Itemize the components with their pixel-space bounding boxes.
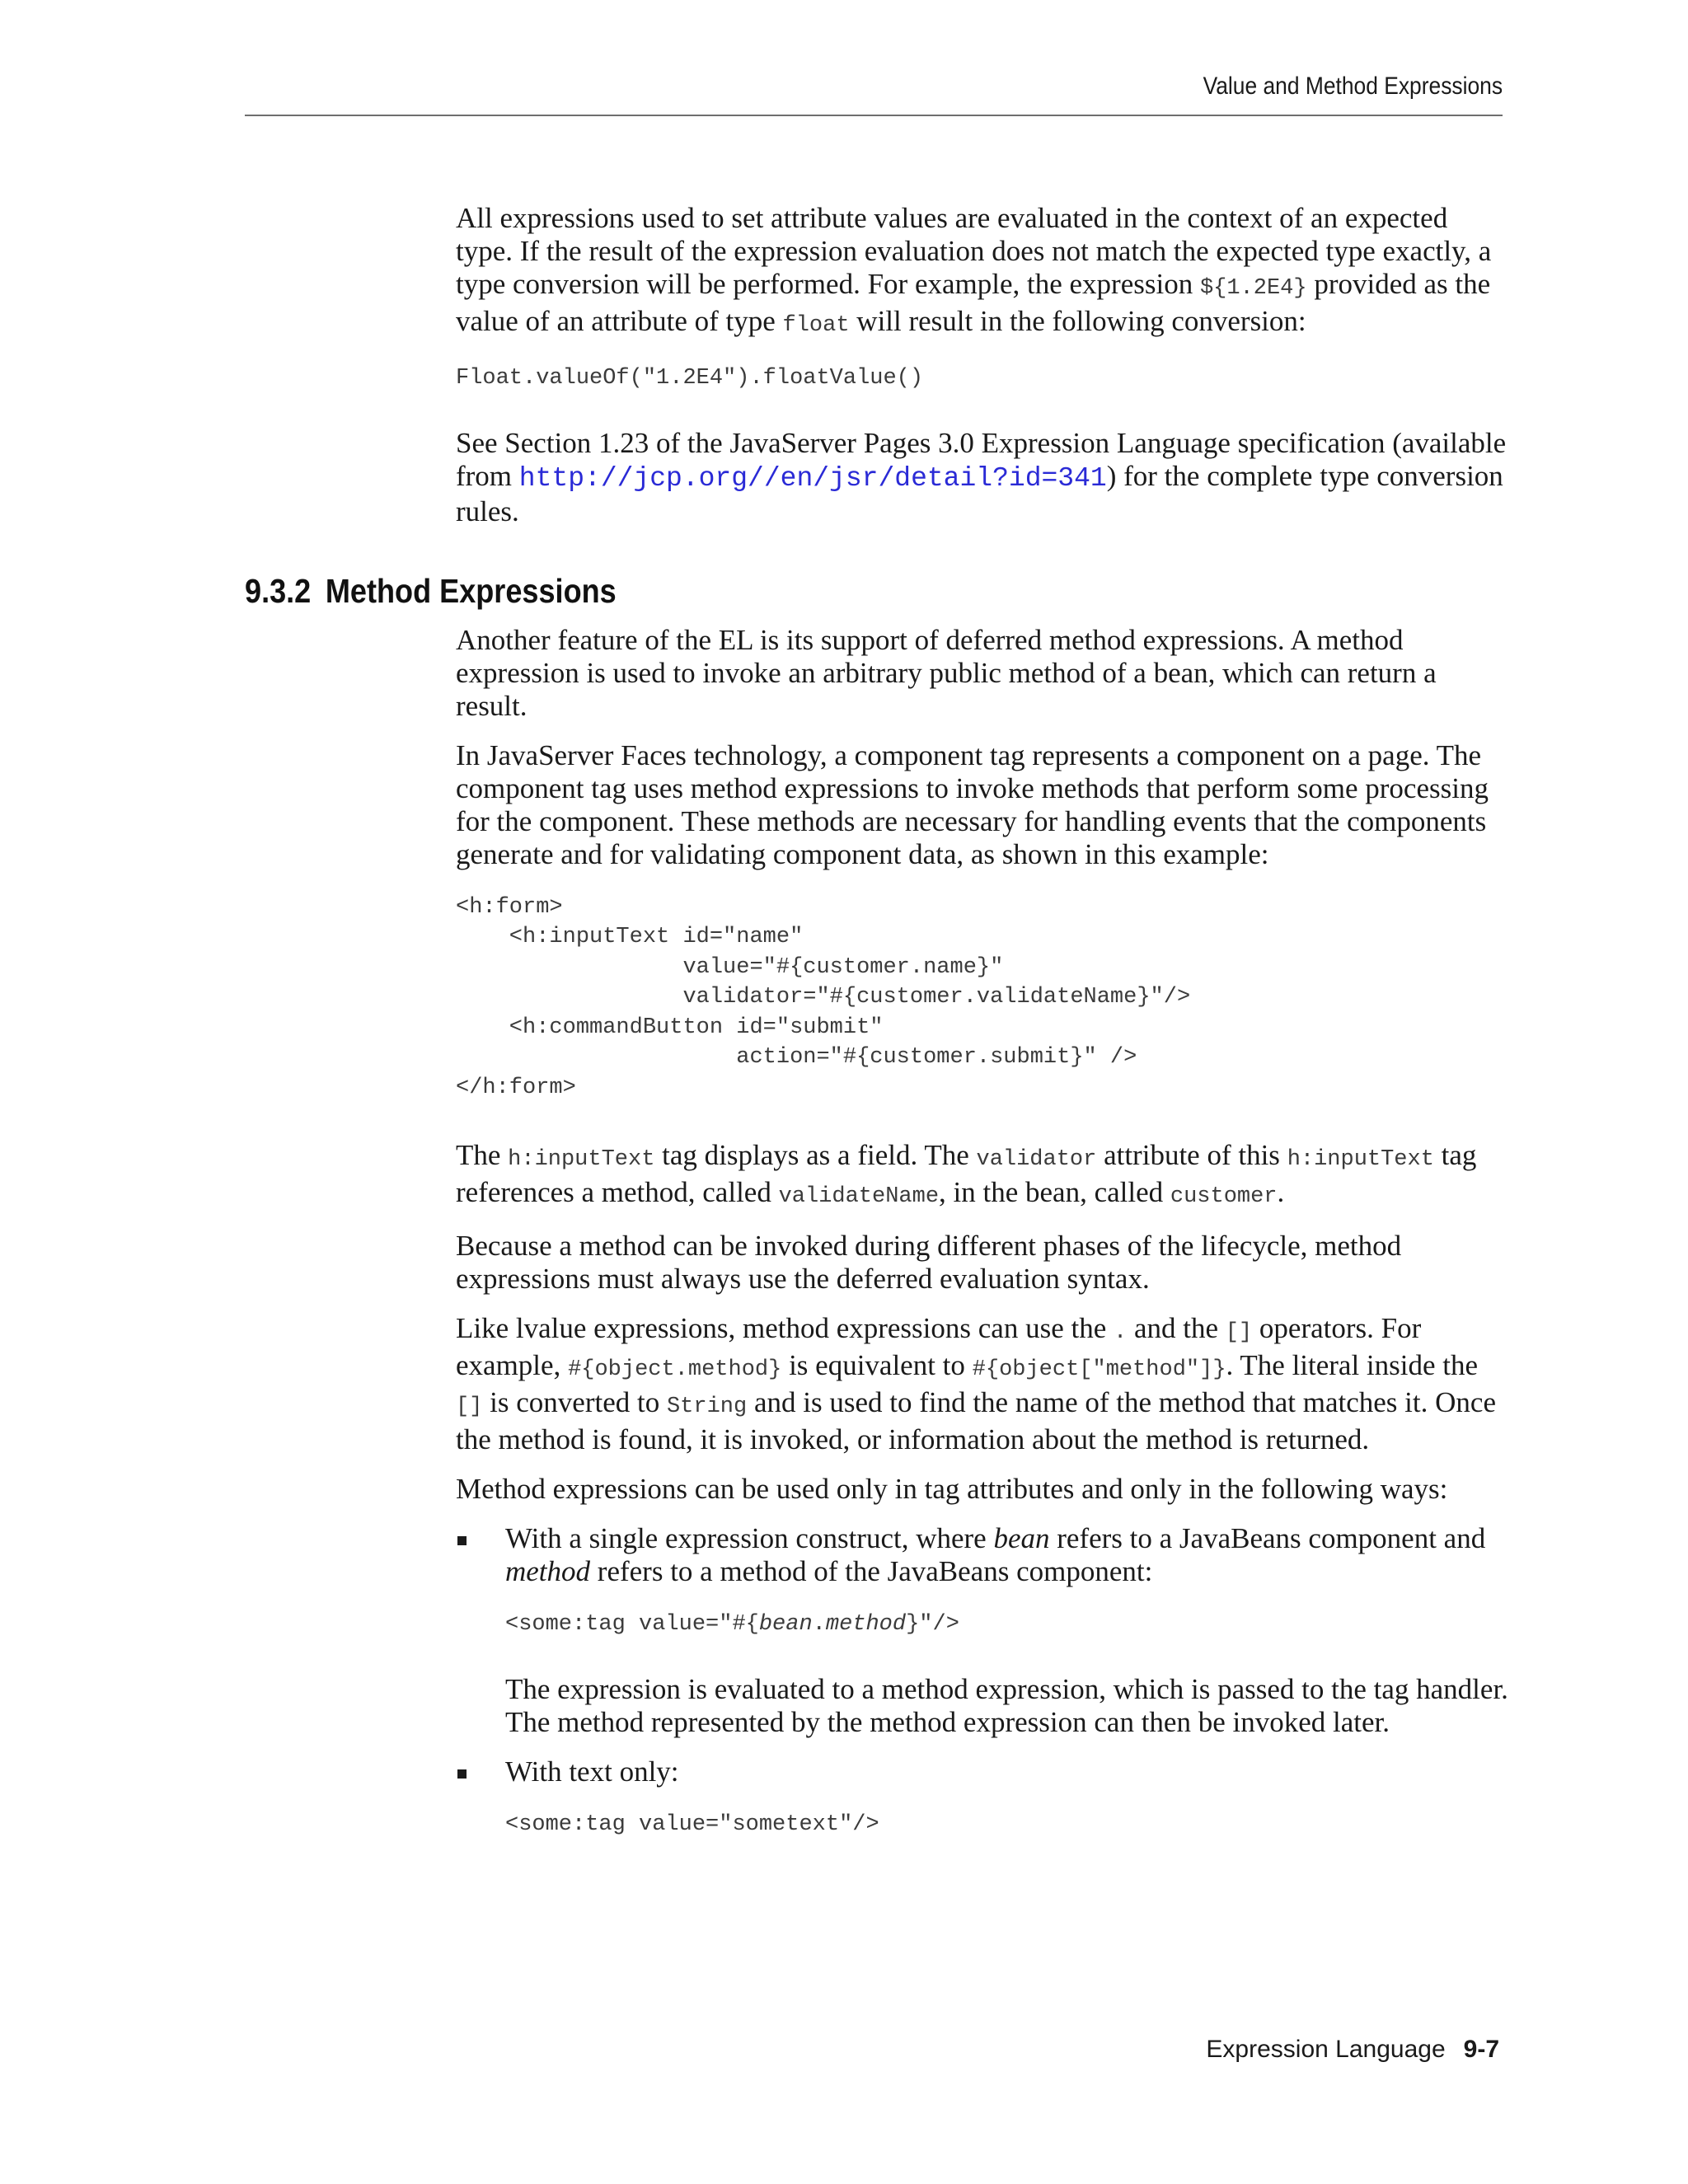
text: tag references a method, called (456, 1139, 1477, 1208)
inline-code: h:inputText (508, 1147, 655, 1172)
bullet-square-icon (457, 1769, 467, 1779)
text: will result in the following conversion: (849, 305, 1306, 337)
text: tag displays as a field. The (654, 1139, 977, 1171)
text: refers to a JavaBeans component and (1049, 1522, 1486, 1554)
code-block-text-only: <some:tag value="sometext"/> (505, 1811, 879, 1837)
bullet-text: With text only: (505, 1755, 679, 1788)
code-text: <some:tag value="#{ (505, 1612, 759, 1637)
text: . The literal inside the (1226, 1349, 1479, 1381)
paragraph-inputtext (456, 1139, 1511, 1213)
list-item (456, 1755, 1511, 1840)
inline-code: [] (456, 1394, 483, 1419)
text: refers to a method of the JavaBeans component: (590, 1555, 1153, 1587)
inline-code: ${1.2E4} (1199, 276, 1307, 301)
text: All expressions used to set attribute values are evaluated in the context of an expected type. If the result of the expression evaluation does not match the expected type exactly, a type conversion will be performed. For example, the expression (456, 202, 1492, 300)
bullet-text (505, 1522, 1511, 1588)
spec-link[interactable]: http://jcp.org//en/jsr/detail?id=341 (518, 462, 1107, 494)
inline-code: #{object["method"]} (972, 1357, 1226, 1382)
body-column (245, 202, 1511, 1872)
italic-term: method (505, 1555, 591, 1587)
text: Like lvalue expressions, method expressions can use the (456, 1312, 1114, 1344)
inline-code: . (1114, 1320, 1128, 1345)
code-italic: method (825, 1612, 907, 1637)
page-footer (1206, 2036, 1499, 2064)
bullet-followup-text: The expression is evaluated to a method expression, which is passed to the tag handler. The method represented by the method expression can then be invoked later. (505, 1672, 1508, 1738)
paragraph-type-conversion (456, 202, 1511, 342)
text: provided as the value of an attribute of type (456, 268, 1491, 337)
text: is converted to (482, 1386, 667, 1418)
text: is equivalent to (781, 1349, 973, 1381)
list-item (456, 1522, 1511, 1739)
text: attribute of this (1096, 1139, 1287, 1171)
code-block-form-example: <h:form> <h:inputText id="name" value="#{customer.name}" validator="#{customer.validateName}"/> <h:commandButton id="submit" action="#{customer.submit}" /> </h:form> (456, 894, 1191, 1100)
text: and is used to find the name of the method that matches it. Once the method is found, it is invoked, or information about the method is returned. (456, 1386, 1496, 1455)
paragraph-usage-ways: Method expressions can be used only in tag attributes and only in the following ways: (456, 1473, 1448, 1505)
code-block-bean-method (505, 1610, 1511, 1640)
inline-code: h:inputText (1287, 1147, 1434, 1172)
bullet-square-icon (457, 1536, 467, 1545)
text: The (456, 1139, 509, 1171)
text: See Section 1.23 of the JavaServer Pages 3.0 Expression Language specification (available from (456, 426, 1507, 492)
inline-code: validateName (778, 1184, 940, 1209)
code-text: }"/> (906, 1612, 959, 1637)
paragraph-spec-reference (456, 427, 1511, 528)
code-text: . (812, 1612, 826, 1637)
inline-code: float (782, 313, 850, 338)
inline-code: String (666, 1394, 748, 1419)
text: . (1277, 1176, 1285, 1208)
inline-code: #{object.method} (568, 1357, 782, 1382)
inline-code: customer (1170, 1184, 1278, 1209)
page-number: 9-7 (1463, 2036, 1499, 2063)
paragraph-operators (456, 1312, 1511, 1456)
inline-code: [] (1225, 1320, 1253, 1345)
italic-term: bean (993, 1522, 1050, 1554)
text: and the (1127, 1312, 1226, 1344)
footer-chapter: Expression Language (1206, 2036, 1446, 2063)
header-rule (245, 115, 1503, 116)
inline-code: validator (976, 1147, 1097, 1172)
section-number: 9.3.2 (245, 571, 312, 610)
code-italic: bean (758, 1612, 813, 1637)
section-title: Method Expressions (325, 571, 617, 610)
text: operators. For example, (456, 1312, 1422, 1381)
usage-list (456, 1522, 1511, 1840)
text: , in the bean, called (939, 1176, 1170, 1208)
running-header: Value and Method Expressions (1203, 73, 1503, 100)
section-heading (245, 571, 1359, 610)
paragraph-deferred-syntax: Because a method can be invoked during different phases of the lifecycle, method expressions must always use the deferred evaluation syntax. (456, 1230, 1402, 1295)
text: With a single expression construct, where (505, 1522, 994, 1554)
text: ) for the complete type conversion rules. (456, 459, 1503, 527)
paragraph-method-intro: Another feature of the EL is its support of deferred method expressions. A method expression is used to invoke an arbitrary public method of a bean, which can return a result. (456, 623, 1437, 722)
code-block-float-conversion: Float.valueOf("1.2E4").floatValue() (456, 366, 924, 391)
paragraph-jsf-components: In JavaServer Faces technology, a component tag represents a component on a page. The component tag uses method expressions to invoke methods that perform some processing for the component. These methods are necessary for handling events that the components generate and for validating component data, as shown in this example: (456, 738, 1489, 870)
